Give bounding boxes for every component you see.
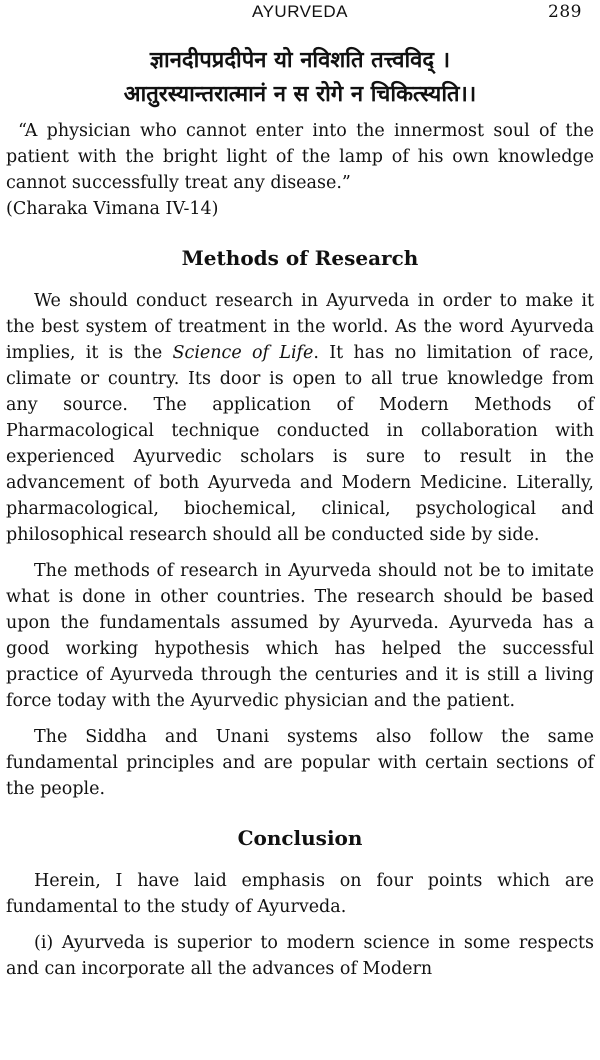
verse-line-2: आतुरस्यान्तरात्मानं न स रोगे न चिकित्स्यति।। xyxy=(123,82,477,107)
paragraph-text: We should conduct research in Ayurveda in order to make it the best system of treatment in the world. As the word Ayurveda implies, it is the xyxy=(6,291,594,363)
verse-translation: “A physician who cannot enter into the innermost soul of the patient with the bright light of the lamp of his own knowledge cannot successfully treat any disease.” xyxy=(6,121,594,193)
verse-citation: (Charaka Vimana IV-14) xyxy=(6,199,219,219)
emphasis-science-of-life: Science of Life xyxy=(172,343,314,363)
sanskrit-verse xyxy=(6,44,594,112)
section-heading-conclusion: Conclusion xyxy=(237,826,363,850)
paragraph-text: . It has no limitation of race, climate or country. Its door is open to all true knowledge from any source. The application of Modern Methods of Pharmacological technique conducted in collaboration with experienced Ayurvedic scholars is sure to result in the advancement of both Ayurveda and Modern Medicine. Literally, pharmacological, biochemical, clinical, psychological and philosophical research should all be conducted side by side. xyxy=(6,343,594,545)
page-number: 289 xyxy=(548,2,582,22)
paragraph-methods-2: The methods of research in Ayurveda should not be to imitate what is done in other countries. The research should be based upon the fundamentals assumed by Ayurveda. Ayurveda has a good working hypothesis which has helped the successful practice of Ayurveda through the centuries and it is still a living force today with the Ayurvedic physician and the patient. xyxy=(6,561,594,711)
paragraph-methods-1 xyxy=(6,288,594,548)
paragraph-methods-3: The Siddha and Unani systems also follow the same fundamental principles and are popular with certain sections of the people. xyxy=(6,727,594,799)
paragraph-conclusion-1: Herein, I have laid emphasis on four points which are fundamental to the study of Ayurveda. xyxy=(6,871,594,917)
running-title: AYURVEDA xyxy=(252,2,348,21)
running-header xyxy=(6,0,594,28)
verse-line-1: ज्ञानदीपप्रदीपेन यो नविशति तत्त्वविद् । xyxy=(149,48,451,73)
paragraph-conclusion-2: (i) Ayurveda is superior to modern science in some respects and can incorporate all the advances of Modern xyxy=(6,933,594,979)
section-heading-methods: Methods of Research xyxy=(181,246,419,270)
